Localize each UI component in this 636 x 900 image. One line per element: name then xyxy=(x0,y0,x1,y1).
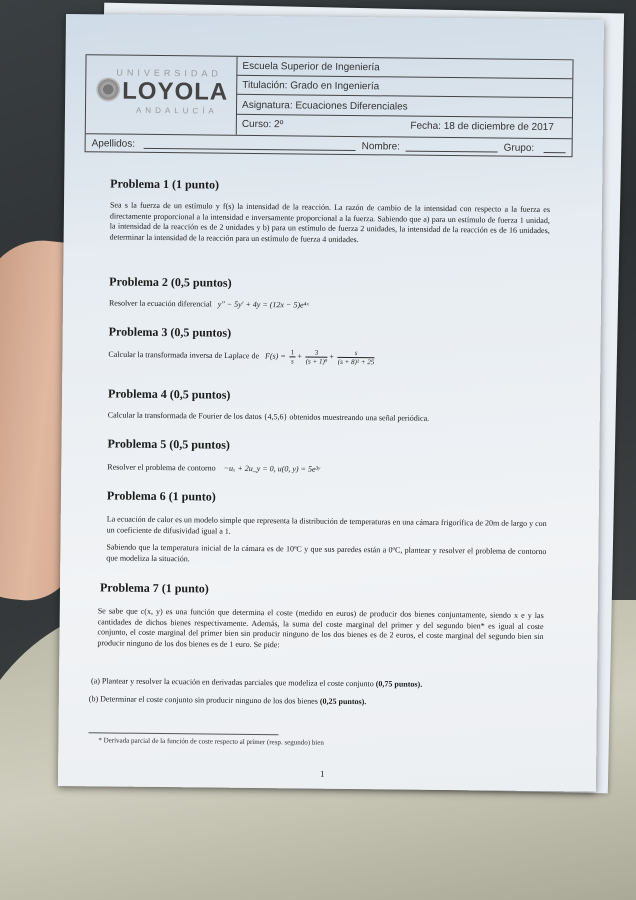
school-line: Escuela Superior de Ingeniería xyxy=(236,57,572,80)
problem-2-text: Resolver la ecuación diferencial xyxy=(108,298,212,309)
problem-7-item-b xyxy=(89,694,529,709)
problem-1-title: Problema 1 (1 punto) xyxy=(110,176,220,192)
problem-6-title: Problema 6 (1 punto) xyxy=(106,488,216,504)
logo-region: ANDALUCÍA xyxy=(135,105,218,116)
problem-3-title: Problema 3 (0,5 puntos) xyxy=(108,324,232,340)
problem-6-text-2: Sabiendo que la temperatura inicial de la cámara es de 10ºC y que sus paredes están a 0ºC, plantear y resolver el problema de contorno que modeliza la situación. xyxy=(106,542,547,563)
fraction-3: $\frac{s}{\text{(s + 8)² + 25}}$ xyxy=(337,349,375,367)
logo-name: LOYOLA xyxy=(122,77,229,106)
university-logo xyxy=(86,55,238,135)
problem-4-title: Problema 4 (0,5 puntos) xyxy=(107,386,231,402)
subject-line: Asignatura: Ecuaciones Diferenciales xyxy=(236,96,572,119)
group-field[interactable] xyxy=(544,143,566,153)
problem-2-line xyxy=(109,298,549,313)
problem-3-line: Calcular la transformada inversa de Laplace de F(s) = $\frac{1}{s}$ + $\frac{3}{\text{(s + 1)⁹}}$ + $\frac{s}{\text{(s + 8)² + 25}}$ xyxy=(108,348,375,367)
problem-3-text: Calcular la transformada inversa de Laplace de xyxy=(108,349,260,361)
problem-7-text: Se sabe que c(x, y) es una función que determina el coste (medido en euros) de producir dos bienes conjuntamente, siendo x e y las cantidades de dichos bienes respectivamente. Además, la suma del coste marginal del primer y del segundo bien* es igual al coste conjunto, el coste marginal del primer bien sin producir ninguno de los dos bienes es de 2 euros, el coste marginal del segundo bien sin producir ninguno de los dos bienes es de 1 euro. Se pide: xyxy=(97,606,544,649)
problem-7-item-a-points: (0,75 puntos). xyxy=(375,679,423,689)
logo-top-text: UNIVERSIDAD xyxy=(116,67,222,79)
problem-3-lhs: F(s) = xyxy=(264,351,286,361)
footnote-divider xyxy=(88,732,278,735)
exam-sheet xyxy=(58,14,604,792)
problem-5-line xyxy=(107,462,547,477)
course-text: Curso: 2º xyxy=(241,118,284,131)
problem-2-title: Problema 2 (0,5 puntos) xyxy=(109,274,232,290)
fraction-1: $\frac{1}{s}$ xyxy=(290,348,295,366)
student-info-row xyxy=(86,133,572,157)
name-field[interactable] xyxy=(406,142,498,153)
problem-7-item-a xyxy=(91,676,531,691)
problem-7-item-a-text: (a) Plantear y resolver la ecuación en derivadas parciales que modeliza el coste conjunto xyxy=(90,676,374,689)
problem-2-formula: y″ − 5y′ + 4y = (12x − 5)e⁴ˣ xyxy=(217,299,309,310)
degree-line: Titulación: Grado en Ingeniería xyxy=(236,76,572,99)
problems-area xyxy=(88,174,551,707)
surname-label: Apellidos: xyxy=(91,138,136,150)
problem-7-title: Problema 7 (1 punto) xyxy=(99,580,209,596)
group-label: Grupo: xyxy=(503,142,535,154)
footnote: * Derivada parcial de la función de coste respecto al primer (resp. segundo) bien xyxy=(98,736,324,747)
fraction-2: $\frac{3}{\text{(s + 1)⁹}}$ xyxy=(305,348,328,366)
problem-7-item-b-points: (0,25 puntos). xyxy=(319,696,367,707)
problem-1-text: Sea s la fuerza de un estímulo y f(s) la intensidad de la reacción. La razón de cambio de la intensidad con respecto a la fuerza es directamente proporcional a la intensidad e inversamente proporcional a la fuerza. Sabiendo que a) para un estímulo de fuerza 1 unidad, la intensidad de la reacción es de 2 unidades y b) para un estímulo de fuerza 2 unidades, la intensidad de la reacción es de 16 unidades, determinar la intensidad de la reacción para un estímulo de fuerza 4 unidades. xyxy=(109,200,551,244)
problem-5-title: Problema 5 (0,5 puntos) xyxy=(107,436,231,452)
problem-5-formula: −uₓ + 2u_y = 0, u(0, y) = 5e³ʸ xyxy=(223,463,321,474)
problem-6-text: La ecuación de calor es un modelo simple que representa la distribución de temperaturas en una cámara frigorífica de 20m de largo y con un coeficiente de difusividad igual a 1. xyxy=(106,514,547,536)
page-number: 1 xyxy=(320,768,325,779)
problem-4-text: Calcular la transformada de Fourier de los datos {4,5,6} obtenidos muestreando una señal periódica. xyxy=(107,410,430,423)
name-label: Nombre: xyxy=(361,141,401,153)
surname-field[interactable] xyxy=(144,139,356,151)
logo-emblem-icon xyxy=(96,77,120,101)
date-text: Fecha: 18 de diciembre de 2017 xyxy=(410,120,554,134)
problem-7-item-b-text: (b) Determinar el coste conjunto sin producir ninguno de los dos bienes xyxy=(88,694,318,706)
exam-header xyxy=(85,54,574,157)
problem-5-text: Resolver el problema de contorno xyxy=(107,462,216,473)
